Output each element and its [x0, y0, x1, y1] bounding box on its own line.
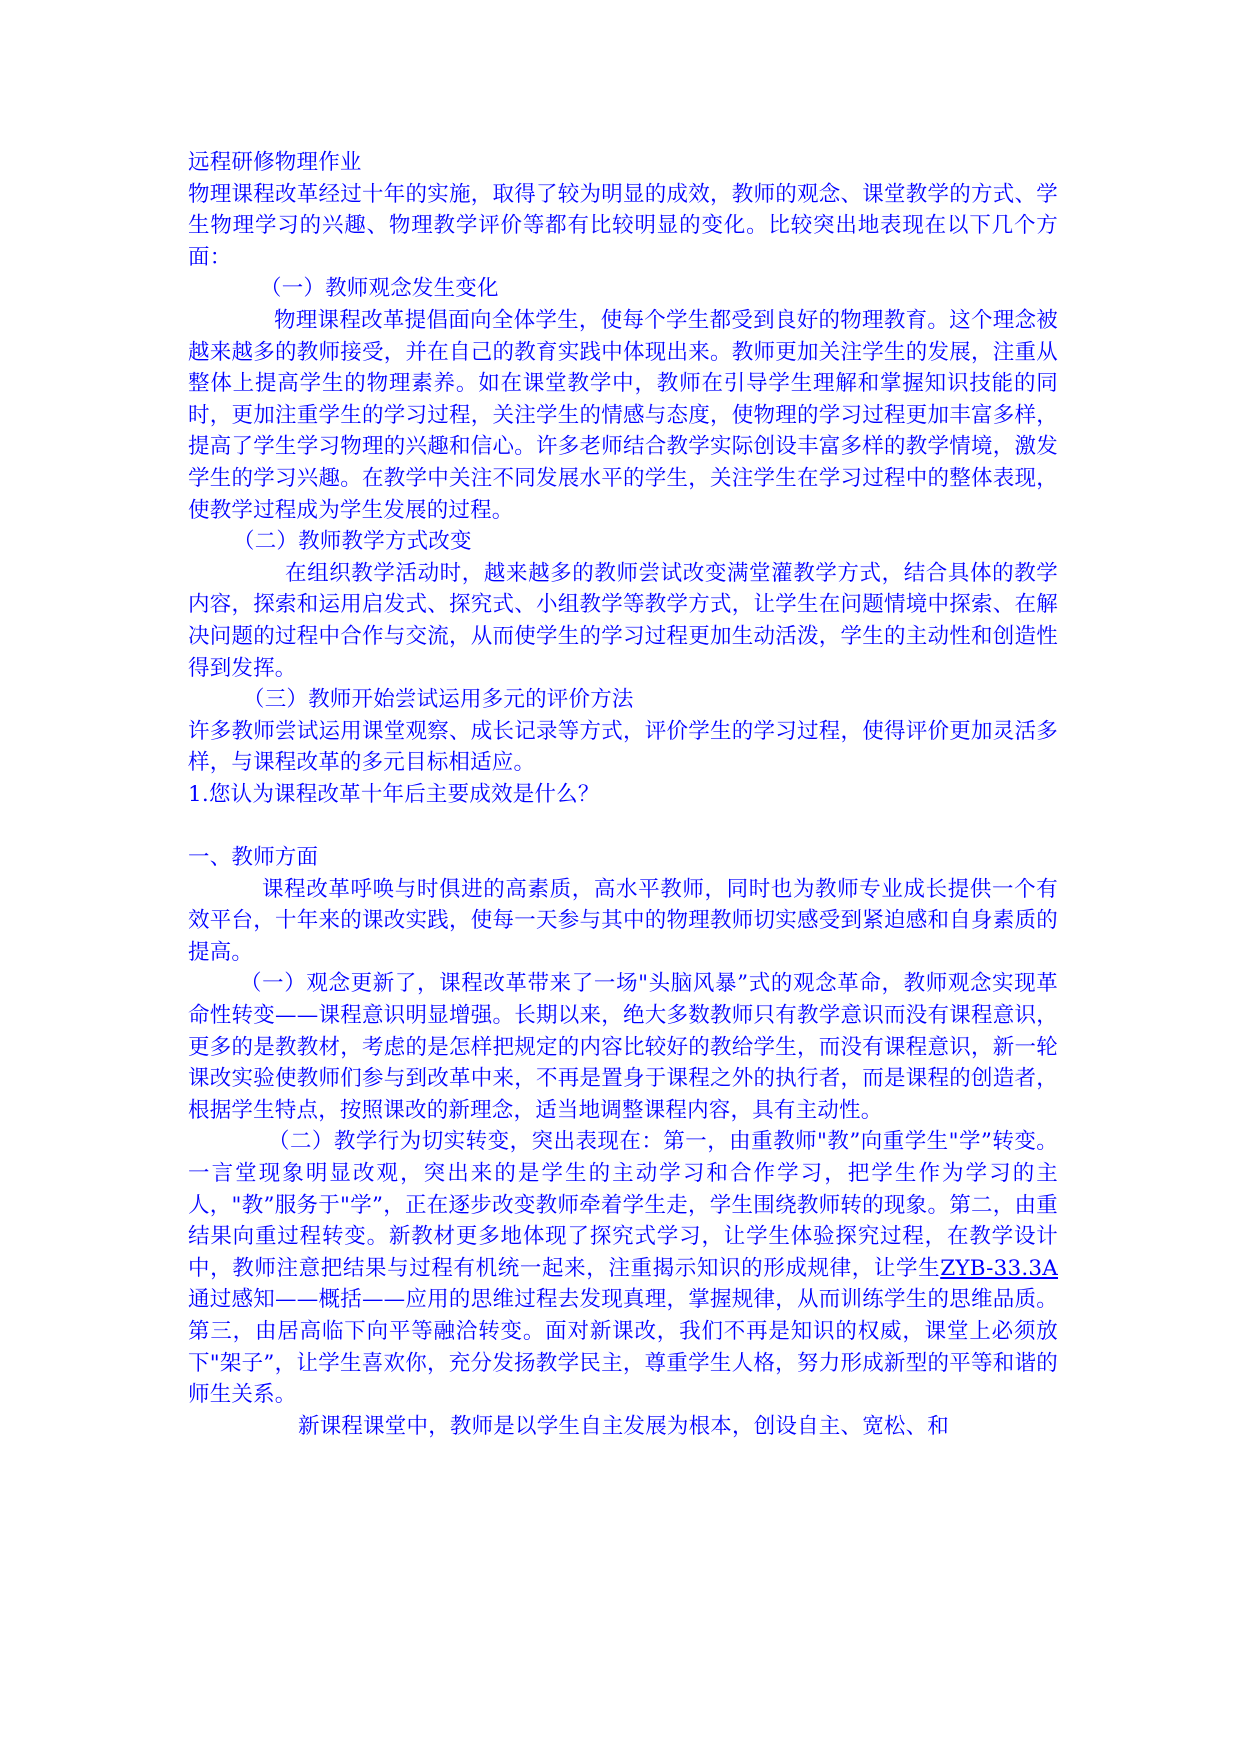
paragraph-6: [188, 1126, 1058, 1410]
paragraph-6-part-1: （二）教学行为切实转变，突出表现在：第一，由重教师"教”向重学生"学”转变。一言堂现象明显改观，突出来的是学生的主动学习和合作学习，把学生作为学习的主人，"教”服务于"学”，正在逐步改变教师牵着学生走，学生围绕教师转的现象。第二，由重结果向重过程转变。新教材更多地体现了探究式学习，让学生体验探究过程，在教学设计中，教师注意把结果与过程有机统一起来，注重揭示知识的形成规律，让学生: [188, 1129, 1058, 1281]
section-heading-2: （二）教师教学方式改变: [233, 529, 472, 555]
teacher-section-title: 一、教师方面: [188, 845, 319, 871]
section-heading-1: （一）教师观念发生变化: [260, 276, 499, 302]
section-heading-3: （三）教师开始尝试运用多元的评价方法: [243, 687, 634, 713]
paragraph-6-part-2: 通过感知——概括——应用的思维过程去发现真理，掌握规律，从而训练学生的思维品质。第三，由居高临下向平等融洽转变。面对新课改，我们不再是知识的权威，课堂上必须放下"架子”，让学生喜欢你，充分发扬教学民主，尊重学生人格，努力形成新型的平等和谐的师生关系。: [188, 1287, 1058, 1408]
document-body: [188, 147, 1058, 1442]
hyperlink[interactable]: ZYB-33.3A: [940, 1255, 1058, 1281]
document-title: 远程研修物理作业: [188, 150, 362, 175]
paragraph-5: （一）观念更新了，课程改革带来了一场"头脑风暴”式的观念革命，教师观念实现革命性转变——课程意识明显增强。长期以来，绝大多数教师只有教学意识而没有课程意识，更多的是教教材，考虑的是怎样把规定的内容比较好的教给学生，而没有课程意识，新一轮课改实验使教师们参与到改革中来，不再是置身于课程之外的执行者，而是课程的创造者，根据学生特点，按照课改的新理念，适当地调整课程内容，具有主动性。: [188, 971, 1058, 1123]
paragraph-2: 在组织教学活动时，越来越多的教师尝试改变满堂灌教学方式，结合具体的教学内容，探索和运用启发式、探究式、小组教学等教学方式，让学生在问题情境中探索、在解决问题的过程中合作与交流，从而使学生的学习过程更加生动活泼，学生的主动性和创造性得到发挥。: [188, 560, 1058, 681]
paragraph-3: 许多教师尝试运用课堂观察、成长记录等方式，评价学生的学习过程，使得评价更加灵活多样，与课程改革的多元目标相适应。: [188, 718, 1058, 776]
intro-paragraph: 物理课程改革经过十年的实施，取得了较为明显的成效，教师的观念、课堂教学的方式、学生物理学习的兴趣、物理教学评价等都有比较明显的变化。比较突出地表现在以下几个方面：: [188, 181, 1058, 270]
blank-line: [188, 810, 1058, 842]
paragraph-1: 物理课程改革提倡面向全体学生，使每个学生都受到良好的物理教育。这个理念被越来越多的教师接受，并在自己的教育实践中体现出来。教师更加关注学生的发展，注重从整体上提高学生的物理素养。如在课堂教学中，教师在引导学生理解和掌握知识技能的同时，更加注重学生的学习过程，关注学生的情感与态度，使物理的学习过程更加丰富多样，提高了学生学习物理的兴趣和信心。许多老师结合教学实际创设丰富多样的教学情境，激发学生的学习兴趣。在教学中关注不同发展水平的学生，关注学生在学习过程中的整体表现，使教学过程成为学生发展的过程。: [188, 307, 1058, 523]
paragraph-7: 新课程课堂中，教师是以学生自主发展为根本，创设自主、宽松、和: [298, 1413, 950, 1439]
paragraph-4: 课程改革呼唤与时俱进的高素质，高水平教师，同时也为教师专业成长提供一个有效平台，十年来的课改实践，使每一天参与其中的物理教师切实感受到紧迫感和自身素质的提高。: [188, 876, 1058, 965]
question-text: 1.您认为课程改革十年后主要成效是什么？: [188, 781, 600, 807]
